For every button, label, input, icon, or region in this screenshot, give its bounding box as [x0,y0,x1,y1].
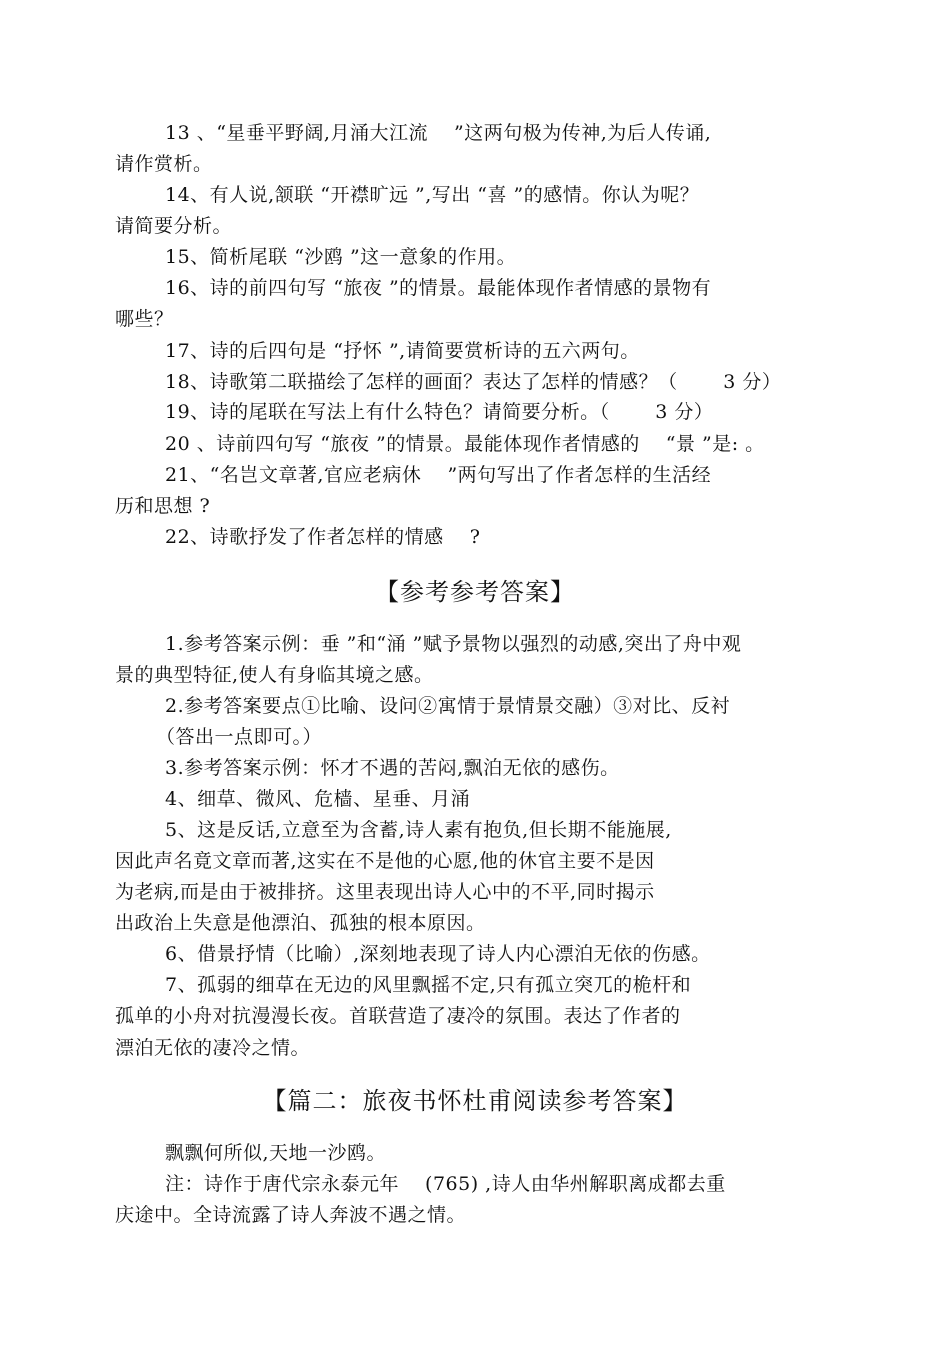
question-16-line-1: 16、诗的前四句写 “旅夜 ”的情景。最能体现作者情感的景物有 [165,277,712,299]
question-22: 22、诗歌抒发了作者怎样的情感 ? [165,526,481,548]
question-20: 20 、诗前四句写 “旅夜 ”的情景。最能体现作者情感的 “景 ”是: 。 [165,433,765,455]
question-21-line-1: 21、“名岂文章著,官应老病休 ”两句写出了作者怎样的生活经 [165,464,712,486]
answer-5-line-4: 出政治上失意是他漂泊、孤独的根本原因。 [115,912,486,934]
question-21-line-2: 历和思想 ? [115,495,211,517]
answer-4: 4、细草、微风、危樯、星垂、月涌 [165,788,471,810]
question-16-line-2: 哪些？ [115,308,174,330]
answer-7-line-3: 漂泊无依的凄冷之情。 [115,1037,311,1059]
answer-1-line-1: 1.参考答案示例：垂 ”和“涌 ”赋予景物以强烈的动感,突出了舟中观 [165,633,742,655]
poem-note-line-1: 注：诗作于唐代宗永泰元年 (765) ,诗人由华州解职离成都去重 [165,1173,726,1195]
question-19: 19、诗的尾联在写法上有什么特色？请简要分析。（ 3 分） [165,401,714,423]
answer-1-line-2: 景的典型特征,使人有身临其境之感。 [115,664,434,686]
answer-5-line-1: 5、这是反话,立意至为含蓄,诗人素有抱负,但长期不能施展, [165,819,672,841]
answer-2-line-1: 2.参考答案要点①比喻、设问②寓情于景情景交融）③对比、反衬 [165,695,731,717]
answer-7-line-2: 孤单的小舟对抗漫漫长夜。首联营造了凄冷的氛围。表达了作者的 [115,1005,681,1027]
answer-3: 3.参考答案示例：怀才不遇的苦闷,飘泊无依的感伤。 [165,757,620,779]
answers-heading: 【参考参考答案】 [375,578,575,606]
question-13-line-1: 13 、“星垂平野阔,月涌大江流 ”这两句极为传神,为后人传诵, [165,122,712,144]
poem-note-line-2: 庆途中。全诗流露了诗人奔波不遇之情。 [115,1204,467,1226]
answer-7-line-1: 7、孤弱的细草在无边的风里飘摇不定,只有孤立突兀的桅杆和 [165,974,692,996]
poem-verse: 飘飘何所似,天地一沙鸥。 [165,1142,387,1164]
question-14-line-2: 请简要分析。 [115,215,233,237]
question-18: 18、诗歌第二联描绘了怎样的画面？表达了怎样的情感？（ 3 分） [165,371,782,393]
answer-5-line-3: 为老病,而是由于被排挤。这里表现出诗人心中的不平,同时揭示 [115,881,655,903]
question-17: 17、诗的后四句是 “抒怀 ”,请简要赏析诗的五六两句。 [165,340,640,362]
question-13-line-2: 请作赏析。 [115,153,213,175]
question-15: 15、简析尾联 “沙鸥 ”这一意象的作用。 [165,246,517,268]
answer-6: 6、借景抒情（比喻）,深刻地表现了诗人内心漂泊无依的伤感。 [165,943,711,965]
section2-heading: 【篇二：旅夜书怀杜甫阅读参考答案】 [262,1087,688,1115]
question-14-line-1: 14、有人说,颔联 “开襟旷远 ”,写出 “喜 ”的感情。你认为呢？ [165,184,700,206]
answer-2-line-2: （答出一点即可。） [156,726,323,748]
answer-5-line-2: 因此声名竟文章而著,这实在不是他的心愿,他的休官主要不是因 [115,850,655,872]
